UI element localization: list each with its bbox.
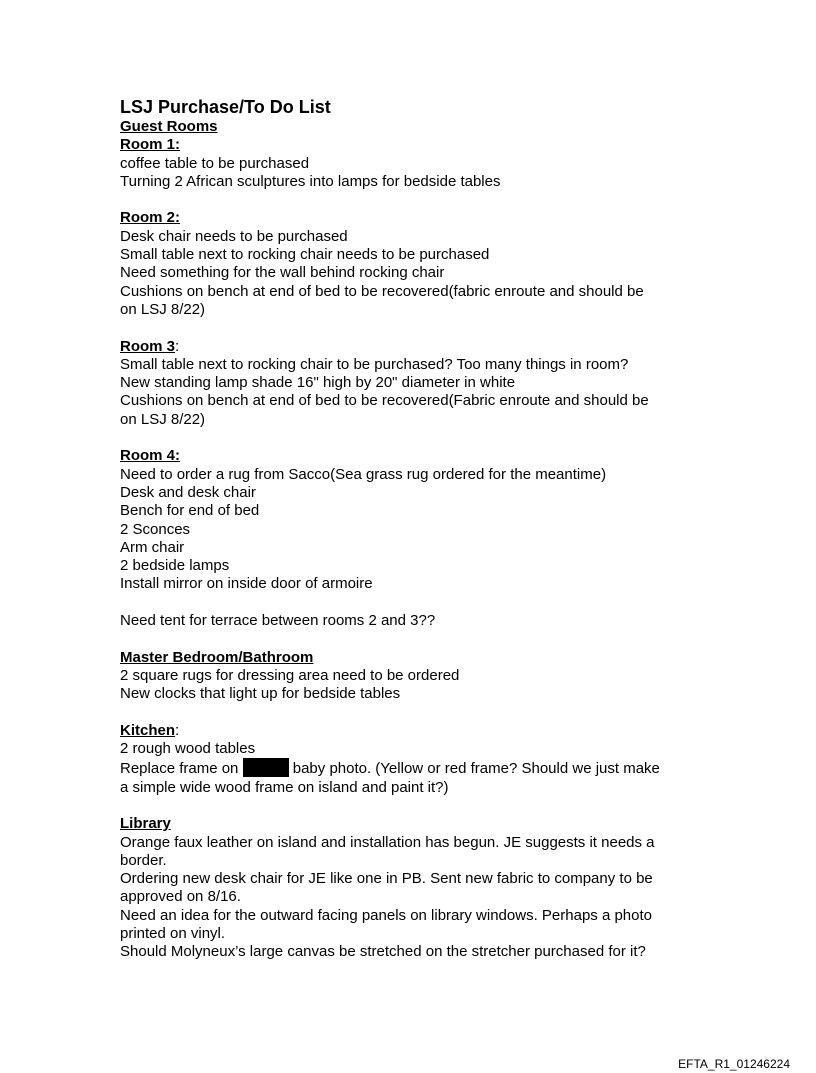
room1-heading: Room 1: — [120, 136, 180, 154]
library-item: Orange faux leather on island and installation has begun. JE suggests it needs a — [120, 833, 655, 851]
kitchen-item: 2 rough wood tables — [120, 740, 256, 758]
spacer — [120, 191, 710, 209]
tent-note: Need tent for terrace between rooms 2 and 3?? — [120, 612, 436, 630]
room4-item: Need to order a rug from Sacco(Sea grass rug ordered for the meantime) — [120, 465, 607, 483]
spacer — [120, 429, 710, 447]
redaction-box — [243, 758, 289, 777]
room4-item: Desk and desk chair — [120, 483, 256, 501]
spacer — [120, 594, 710, 612]
library-item: Need an idea for the outward facing panels on library windows. Perhaps a photo — [120, 906, 652, 924]
master-item: 2 square rugs for dressing area need to be ordered — [120, 666, 460, 684]
room3-item: on LSJ 8/22) — [120, 410, 206, 428]
master-heading: Master Bedroom/Bathroom — [120, 648, 314, 666]
room3-item: Small table next to rocking chair to be purchased? Too many things in room? — [120, 355, 629, 373]
room4-item: Arm chair — [120, 538, 185, 556]
room1-item: coffee table to be purchased — [120, 154, 310, 172]
spacer — [120, 630, 710, 648]
library-item: printed on vinyl. — [120, 925, 226, 943]
room4-heading: Room 4: — [120, 447, 180, 465]
room2-item: Cushions on bench at end of bed to be recovered(fabric enroute and should be — [120, 282, 644, 300]
room4-item: Install mirror on inside door of armoire — [120, 575, 373, 593]
room4-item: Bench for end of bed — [120, 502, 260, 520]
room3-item: Cushions on bench at end of bed to be recovered(Fabric enroute and should be — [120, 392, 649, 410]
guest-rooms-heading: Guest Rooms — [120, 118, 218, 135]
room3-heading-line — [120, 338, 710, 356]
kitchen-item-frame-after: baby photo. (Yellow or red frame? Should we just make — [288, 760, 660, 778]
library-item: Ordering new desk chair for JE like one in PB. Sent new fabric to company to be — [120, 870, 653, 888]
room1-item: Turning 2 African sculptures into lamps for bedside tables — [120, 172, 501, 190]
spacer — [120, 704, 710, 722]
room3-item: New standing lamp shade 16" high by 20" diameter in white — [120, 374, 516, 392]
master-item: New clocks that light up for bedside tables — [120, 685, 401, 703]
kitchen-heading-suffix: : — [175, 721, 180, 739]
kitchen-item-frame — [120, 758, 710, 778]
room3-heading-suffix: : — [175, 337, 180, 355]
room3-heading: Room 3 — [120, 337, 176, 355]
document-id-footer: EFTA_R1_01246224 — [678, 1057, 790, 1071]
room4-item: 2 Sconces — [120, 520, 191, 538]
room2-heading: Room 2: — [120, 209, 180, 227]
room4-item: 2 bedside lamps — [120, 557, 230, 575]
spacer — [120, 797, 710, 815]
library-item: approved on 8/16. — [120, 888, 241, 906]
kitchen-heading-line — [120, 722, 710, 740]
room2-item: Desk chair needs to be purchased — [120, 227, 348, 245]
document-title: LSJ Purchase/To Do List — [120, 97, 331, 117]
kitchen-heading: Kitchen — [120, 721, 176, 739]
library-item: border. — [120, 851, 167, 869]
library-item: Should Molyneux’s large canvas be stretched on the stretcher purchased for it? — [120, 943, 646, 961]
room2-item: Small table next to rocking chair needs to be purchased — [120, 246, 490, 264]
room2-item: Need something for the wall behind rocking chair — [120, 264, 445, 282]
document-page — [120, 96, 710, 962]
room2-item: on LSJ 8/22) — [120, 300, 206, 318]
library-heading: Library — [120, 815, 171, 833]
kitchen-item-frame-before: Replace frame on — [120, 760, 239, 778]
spacer — [120, 319, 710, 337]
kitchen-item: a simple wide wood frame on island and paint it?) — [120, 778, 449, 796]
